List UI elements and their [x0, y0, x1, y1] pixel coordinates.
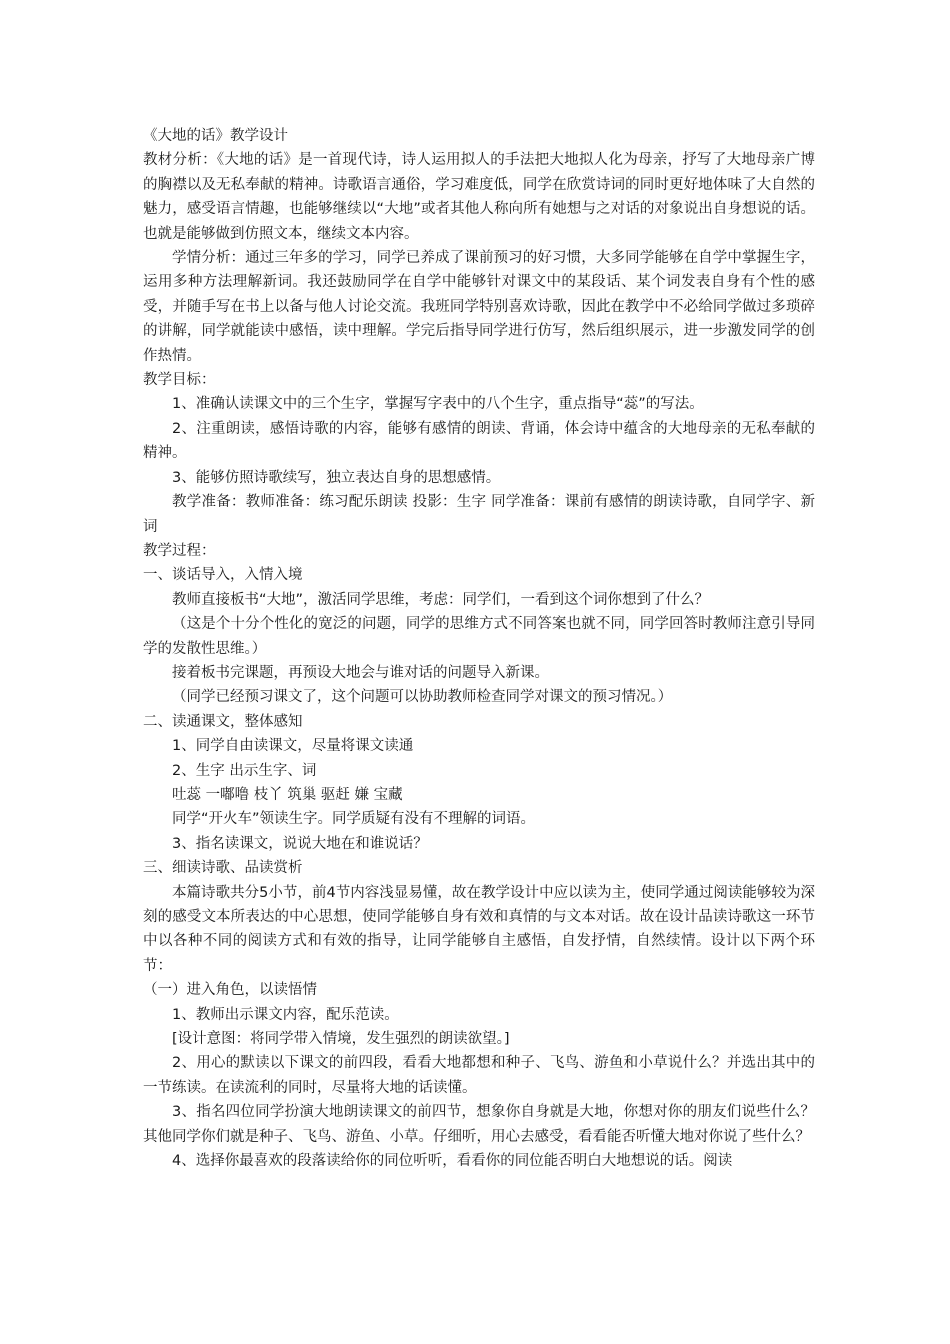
- vocabulary-list: 吐蕊 一嘟噜 枝丫 筑巢 驱赶 嫌 宝藏: [172, 786, 403, 803]
- section-heading-1: 一、谈话导入，入情入境: [143, 567, 303, 584]
- paragraph-poem-structure: 本篇诗歌共分5小节，前4节内容浅显易懂，故在教学设计中应以读为主，使同学通过阅读能够较为深刻的感受文本所表达的中心思想，使同学能够自身有效和真情的与文本对话。故在设计品读诗歌这一环节中以各种不同的阅读方式和有效的指导，让同学能够自主感悟，自发抒情，自然续情。设计以下两个环节：: [143, 884, 815, 974]
- heading-teaching-goals: 教学目标：: [143, 372, 216, 389]
- goal-item-1: 1、准确认读课文中的三个生字，掌握写字表中的八个生字，重点指导“蕊”的写法。: [172, 396, 704, 413]
- step-2-2: 2、生字 出示生字、词: [172, 762, 317, 779]
- section-heading-3: 三、细读诗歌、品读赏析: [143, 860, 303, 877]
- section-heading-2: 二、读通课文，整体感知: [143, 713, 303, 730]
- design-intent-note: [设计意图：将同学带入情境，发生强烈的朗读欲望。]: [172, 1031, 510, 1048]
- step-3-2: 2、用心的默读以下课文的前四段，看看大地都想和种子、飞鸟、游鱼和小草说什么？并选出其中的一节练读。在读流利的同时，尽量将大地的话读懂。: [143, 1055, 815, 1096]
- goal-item-3: 3、能够仿照诗歌续写，独立表达自身的思想感情。: [172, 469, 501, 486]
- step-2-1: 1、同学自由读课文，尽量将课文读通: [172, 738, 414, 755]
- paragraph-note-preview-check: （同学已经预习课文了，这个问题可以协助教师检查同学对课文的预习情况。）: [172, 689, 673, 706]
- paragraph-introduce-lesson: 接着板书完课题，再预设大地会与谁对话的问题导入新课。: [172, 664, 549, 681]
- paragraph-textbook-analysis: 教材分析：《大地的话》是一首现代诗，诗人运用拟人的手法把大地拟人化为母亲，抒写了大地母亲广博的胸襟以及无私奉献的精神。诗歌语言通俗，学习难度低，同学在欣赏诗词的同时更好地体味了大自然的魅力，感受语言情趣，也能够继续以“大地”或者其他人称向所有她想与之对话的对象说出自身想说的话。也就是能够做到仿照文本，继续文本内容。: [143, 152, 815, 242]
- paragraph-board-writing: 教师直接板书“大地”，激活同学思维，考虑：同学们，一看到这个词你想到了什么？: [172, 591, 710, 608]
- subsection-heading-1: （一）进入角色，以读悟情: [143, 982, 317, 999]
- goal-item-2: 2、注重朗读，感悟诗歌的内容，能够有感情的朗读、背诵，体会诗中蕴含的大地母亲的无私奉献的精神。: [143, 420, 815, 462]
- paragraph-train-reading: 同学“开火车”领读生字。同学质疑有没有不理解的词语。: [172, 811, 536, 828]
- document-body: [143, 124, 815, 1173]
- paragraph-student-analysis: 学情分析：通过三年多的学习，同学已养成了课前预习的好习惯，大多同学能够在自学中掌握生字，运用多种方法理解新词。我还鼓励同学在自学中能够针对课文中的某段话、某个词发表自身有个性的感受，并随手写在书上以备与他人讨论交流。我班同学特别喜欢诗歌，因此在教学中不必给同学做过多琐碎的讲解，同学就能读中感悟，读中理解。学完后指导同学进行仿写，然后组织展示，进一步激发同学的创作热情。: [143, 250, 815, 364]
- paragraph-note-divergent-thinking: （这是个十分个性化的宽泛的问题，同学的思维方式不同答案也就不同，同学回答时教师注意引导同学的发散性思维。）: [143, 616, 815, 657]
- step-3-1: 1、教师出示课文内容，配乐范读。: [172, 1006, 399, 1023]
- heading-teaching-process: 教学过程：: [143, 542, 216, 559]
- document-title: 《大地的话》教学设计: [143, 128, 288, 144]
- paragraph-teaching-preparation: 教学准备：教师准备：练习配乐朗读 投影：生字 同学准备：课前有感情的朗读诗歌，自同学字、新词: [143, 494, 815, 535]
- step-3-3: 3、指名四位同学扮演大地朗读课文的前四节，想象你自身就是大地，你想对你的朋友们说些什么？其他同学你们就是种子、飞鸟、游鱼、小草。仔细听，用心去感受，看看能否听懂大地对你说了些什么？: [143, 1104, 815, 1145]
- step-3-4: 4、选择你最喜欢的段落读给你的同位听听，看看你的同位能否明白大地想说的话。阅读: [172, 1153, 733, 1170]
- step-2-3: 3、指名读课文，说说大地在和谁说话？: [172, 835, 428, 852]
